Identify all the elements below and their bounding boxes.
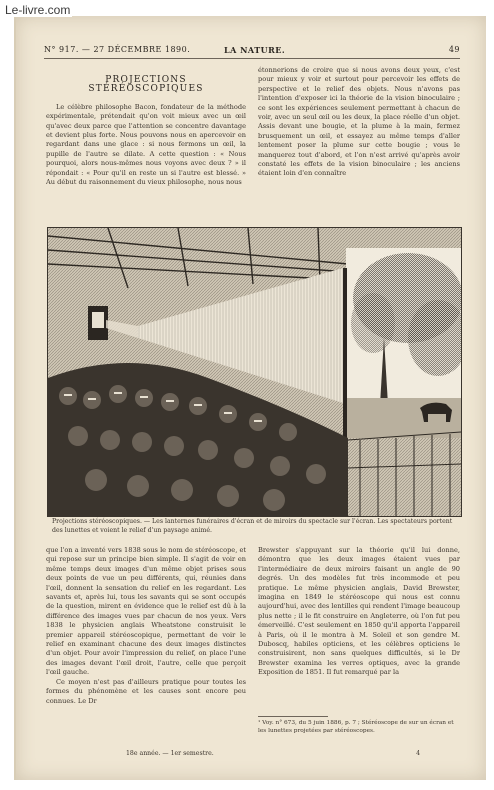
theater-engraving	[48, 228, 461, 516]
column-left-bottom	[46, 546, 246, 746]
issue-date: N° 917. — 27 DÉCEMBRE 1890.	[44, 45, 191, 54]
page-number: 49	[448, 45, 460, 54]
paragraph: Ce moyen n'est pas d'ailleurs pratique pour toutes les formes du phénomène et les causes sont encore peu connues. Le Dr	[46, 677, 246, 705]
article-title: PROJECTIONS STÉRÉOSCOPIQUES	[88, 75, 204, 95]
column-left-top	[46, 66, 246, 224]
figure-caption: Projections stéréoscopiques. — Les lanternes funéraires d'écran et de miroirs du spectacle sur l'écran. Les spectateurs portent des lunettes et voient le relief d'un paysage animé.	[52, 518, 453, 534]
volume-signature: 18e année. — 1er semestre.	[126, 750, 214, 757]
journal-name: LA NATURE.	[224, 45, 286, 55]
footnote-rule	[258, 716, 328, 717]
column-right-bottom	[258, 546, 460, 714]
paragraph: Le célèbre philosophe Bacon, fondateur de la méthode expérimentale, prétendait qu'on voit mieux avec un œil qu'avec deux parce que l'attention se concentre davantage et devient plus forte. Nous pouvons nous en apercevoir en regardant dans une glace : si nous fermons un œil, la pupille de l'autre se dilate. A cette question : « Nous pourquoi, alors nous-mêmes nous voyons avec deux ? » il répondait : « Pour qu'il en reste un si l'autre est blessé. » Au début du raisonnement du vieux philosophe, nous nous	[46, 102, 246, 187]
paragraph: que l'on a inventé vers 1838 sous le nom de stéréoscope, et qui repose sur un principe bien simple. Il s'agit de voir en même temps deux images d'un même objet prises sous deux points de vue un peu différents, qui, réunies dans l'œil, donnent la sensation du relief en les regardant. Les savants et, après lui, tous les savants qui se sont occupés de la question, mirent en évidence que le relief est dû à la différence des images vues par chacun de nos yeux. Vers 1838 le physicien anglais Wheatstone construisit le premier appareil stéréoscopique, permettant de voir le relief en examinant chacune des deux images distinctes d'un objet. Pour avoir l'impression du relief, on place l'une des images devant l'œil droit, l'autre, celle que perçoit l'œil gauche.	[46, 546, 246, 677]
sheet-number: 4	[416, 750, 420, 757]
paragraph: Brewster s'appuyant sur la théorie qu'il lui donne, démontra que les deux images étaient vues par l'intermédiaire de deux miroirs faisant un angle de 90 degrés. Un des modèles fut très incommode et peu pratique. Le même physicien anglais, David Brewster, imagina en 1849 le stéréoscope qui nous est connu aujourd'hui, avec des lentilles qui rendent l'image beaucoup plus nette ; il le fit construire en Angleterre, où l'on fut peu émerveillé. C'est seulement en 1850 qu'il apporta l'appareil à Paris, où il le montra à M. Soleil et son gendre M. Duboscq, habiles opticiens, et les célèbres opticiens le construisirent, non sans quelques difficultés, si le Dr Brewster examina les verres optiques, avec la grande Exposition de 1851. Il fut remarqué par la	[258, 546, 460, 677]
footnote: ¹ Voy. n° 673, du 5 juin 1886, p. 7 ; Stéréoscope de sur un écran et les lunettes projetées par stéréoscopes.	[258, 720, 454, 734]
engraving-illustration	[47, 227, 462, 517]
paragraph: étonnerions de croire que si nous avons deux yeux, c'est pour mieux y voir et surtout pour percevoir les effets de perspective et le relief des objets. Nous n'avons pas l'intention d'exposer ici la théorie de la vision binoculaire ; ce sont les expériences seulement permettant à chacun de voir, avec un seul œil ou les deux, la place réelle d'un objet. Assis devant une bougie, et la plume à la main, fermez brusquement un œil, et essayez au même temps d'aller lentement poser la plume sur cette bougie ; vous le manquerez tout d'abord, et l'on n'est arrivé qu'après avoir constaté les effets de la vision binoculaire ; les anciens étaient loin d'en connaître	[258, 66, 460, 178]
site-watermark: Le-livre.com	[5, 3, 71, 17]
column-right-top	[258, 66, 460, 224]
running-head	[44, 44, 460, 59]
